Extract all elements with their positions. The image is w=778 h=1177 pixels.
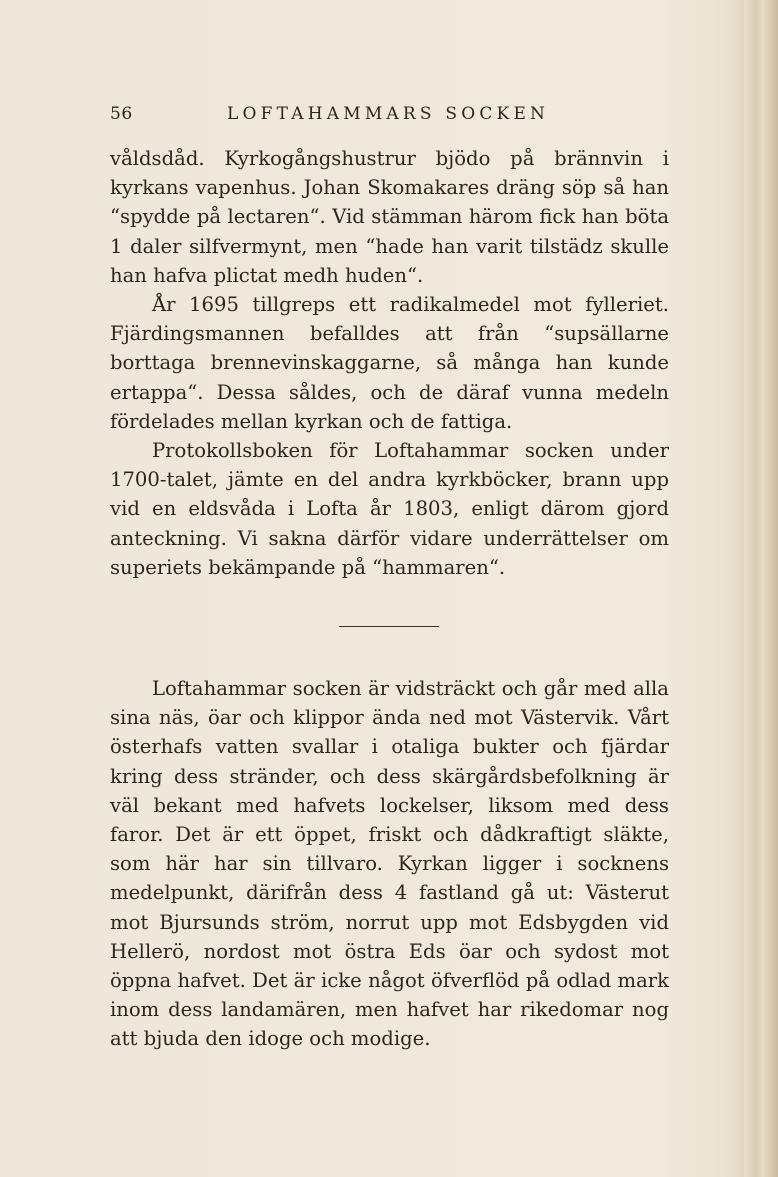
paragraph: Loftahammar socken är vidsträckt och går med alla sina näs, öar och klippor ända ned mot Västervik. Vårt österhafs vatten svallar i otaliga bukter och fjärdar kring dess stränder, och dess skärgårdsbefolkning är väl bekant med hafvets lockelser, liksom med dess faror. Det är ett öppet, friskt och dådkraftigt släkte, som här har sin tillvaro. Kyrkan ligger i socknens medelpunkt, därifrån dess 4 fastland gå ut: Västerut mot Bjursunds ström, norrut upp mot Edsbygden vid Hellerö, nordost mot östra Eds öar och sydost mot öppna hafvet. Det är icke något öfverflöd på odlad mark inom dess landamären, men hafvet har rikedomar nog att bjuda den idoge och modige. bbox=[110, 677, 669, 1051]
text-section-2 bbox=[110, 674, 669, 1054]
section-divider bbox=[339, 626, 439, 627]
paragraph: År 1695 tillgreps ett radikalmedel mot fylleriet. Fjärdingsmannen befalldes att från “supsällarne borttaga brennevinskaggarne, så många han kunde ertappa“. Dessa såldes, och de däraf vunna medeln fördelades mellan kyrkan och de fattiga. bbox=[110, 293, 669, 433]
running-title: LOFTAHAMMARS SOCKEN bbox=[227, 104, 550, 124]
paragraph: våldsdåd. Kyrkogångshustrur bjödo på brännvin i kyrkans vapenhus. Johan Skomakares dräng söp så han “spydde på lectaren“. Vid stämman härom fick han böta 1 daler silfvermynt, men “hade han varit tilstädz skulle han hafva plictat medh huden“. bbox=[110, 147, 669, 287]
paragraph: Protokollsboken för Loftahammar socken under 1700-talet, jämte en del andra kyrkböcker, brann upp vid en eldsvåda i Lofta år 1803, enligt därom gjord anteckning. Vi sakna därför vidare underrättelser om superiets bekämpande på “hammaren“. bbox=[110, 439, 669, 579]
page-header bbox=[110, 104, 670, 130]
page-number: 56 bbox=[110, 104, 133, 124]
page-edge bbox=[744, 0, 778, 1177]
text-section-1 bbox=[110, 144, 669, 582]
